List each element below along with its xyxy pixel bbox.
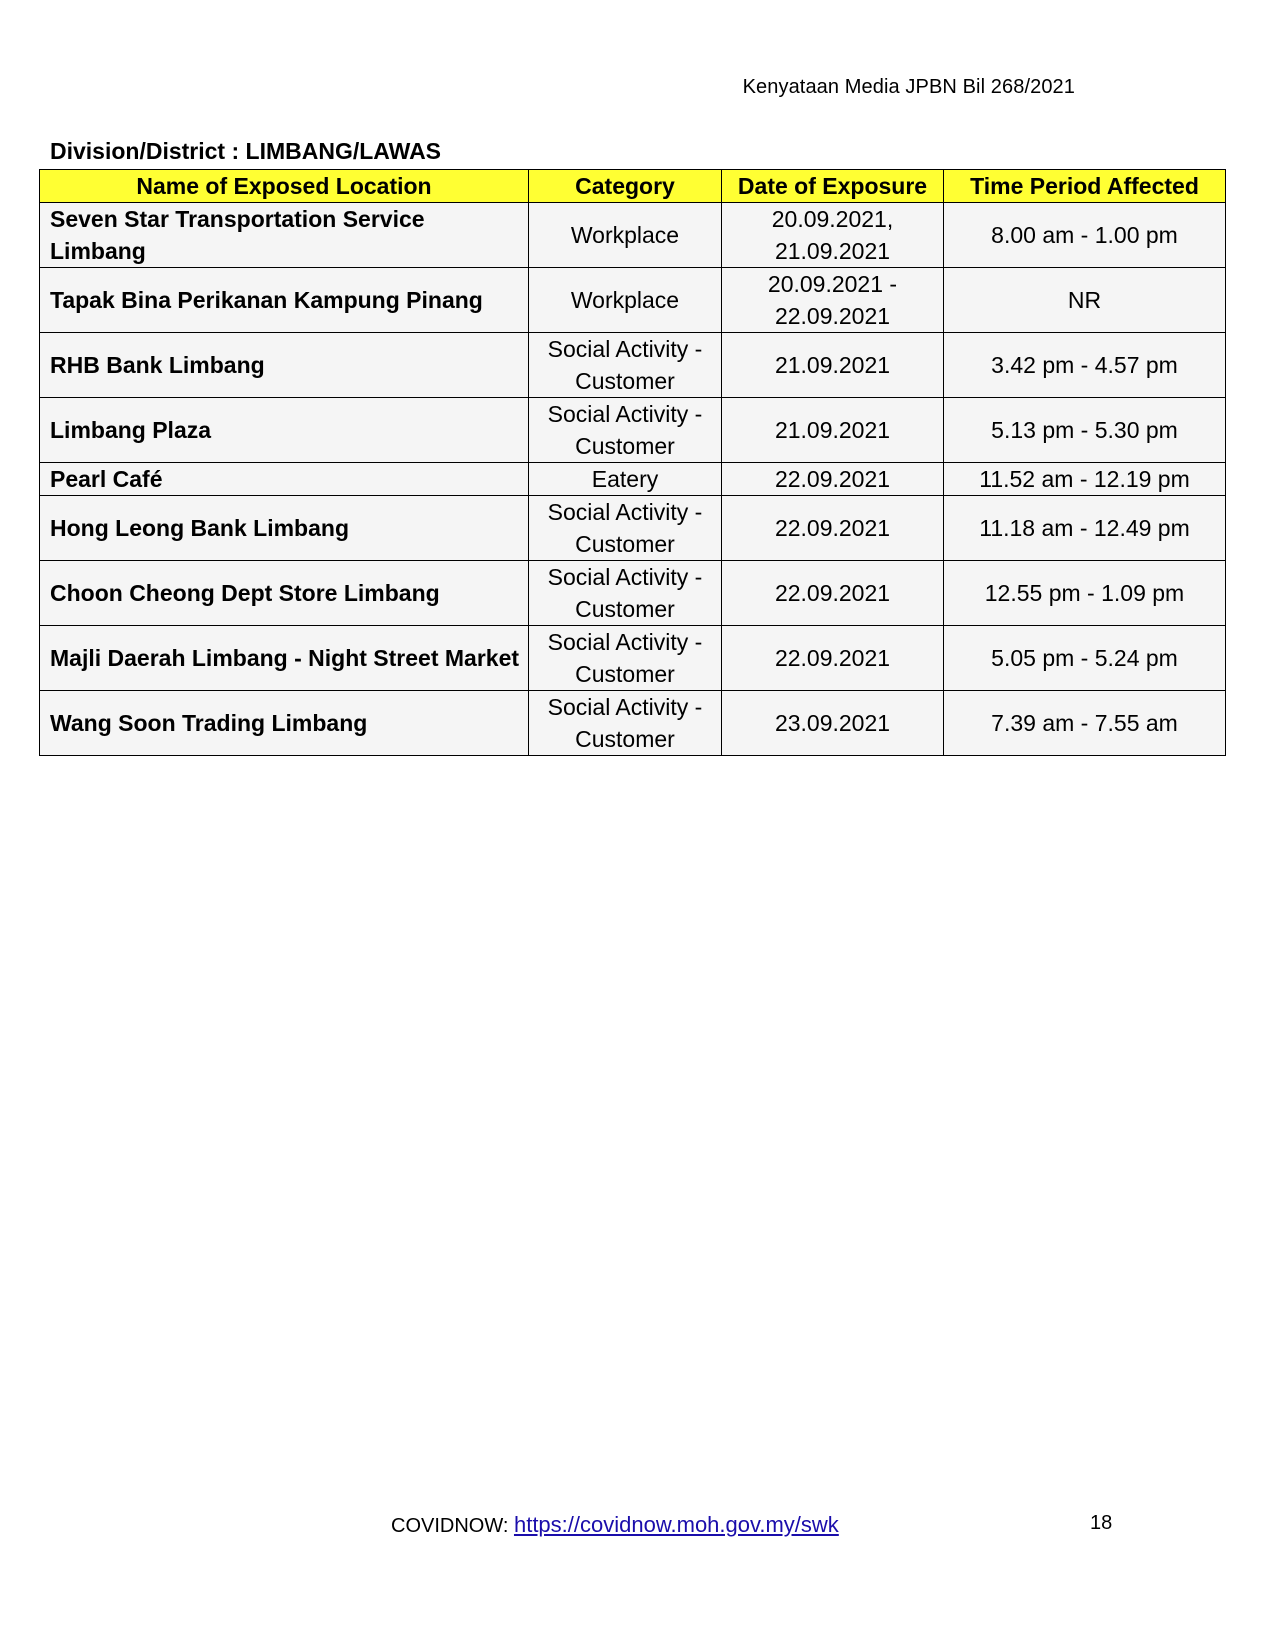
table-row [40, 268, 1226, 333]
time-cell: 7.39 am - 7.55 am [944, 691, 1226, 756]
table-row [40, 398, 1226, 463]
location-cell: Tapak Bina Perikanan Kampung Pinang [40, 268, 529, 333]
category-cell: Workplace [529, 203, 722, 268]
date-cell: 22.09.2021 [722, 496, 944, 561]
category-cell: Social Activity - Customer [529, 496, 722, 561]
location-cell: Choon Cheong Dept Store Limbang [40, 561, 529, 626]
category-cell: Social Activity - Customer [529, 626, 722, 691]
table-row [40, 561, 1226, 626]
time-cell: 11.18 am - 12.49 pm [944, 496, 1226, 561]
time-cell: 8.00 am - 1.00 pm [944, 203, 1226, 268]
table-row [40, 463, 1226, 496]
location-cell: Majli Daerah Limbang - Night Street Market [40, 626, 529, 691]
header-time: Time Period Affected [944, 170, 1226, 203]
table-row [40, 496, 1226, 561]
date-cell: 22.09.2021 [722, 626, 944, 691]
category-cell: Eatery [529, 463, 722, 496]
table-row [40, 333, 1226, 398]
header-date: Date of Exposure [722, 170, 944, 203]
footer-label: COVIDNOW: [391, 1515, 514, 1537]
location-cell: Wang Soon Trading Limbang [40, 691, 529, 756]
page-number: 18 [1090, 1512, 1113, 1534]
date-cell: 21.09.2021 [722, 398, 944, 463]
media-statement-reference: Kenyataan Media JPBN Bil 268/2021 [742, 76, 1075, 98]
date-cell: 20.09.2021, 21.09.2021 [722, 203, 944, 268]
category-cell: Social Activity - Customer [529, 561, 722, 626]
time-cell: 12.55 pm - 1.09 pm [944, 561, 1226, 626]
location-cell: Hong Leong Bank Limbang [40, 496, 529, 561]
table-header-row [40, 170, 1226, 203]
date-cell: 21.09.2021 [722, 333, 944, 398]
footer-covidnow [391, 1512, 839, 1538]
time-cell: 11.52 am - 12.19 pm [944, 463, 1226, 496]
date-cell: 22.09.2021 [722, 561, 944, 626]
category-cell: Workplace [529, 268, 722, 333]
covidnow-link[interactable]: https://covidnow.moh.gov.my/swk [513, 1512, 839, 1537]
date-cell: 23.09.2021 [722, 691, 944, 756]
time-cell: 5.05 pm - 5.24 pm [944, 626, 1226, 691]
exposure-locations-table [39, 169, 1226, 756]
time-cell: NR [944, 268, 1226, 333]
time-cell: 5.13 pm - 5.30 pm [944, 398, 1226, 463]
division-district-label: Division/District : LIMBANG/LAWAS [50, 138, 442, 164]
time-cell: 3.42 pm - 4.57 pm [944, 333, 1226, 398]
table-row [40, 691, 1226, 756]
category-cell: Social Activity - Customer [529, 333, 722, 398]
category-cell: Social Activity - Customer [529, 398, 722, 463]
table-row [40, 626, 1226, 691]
location-cell: Limbang Plaza [40, 398, 529, 463]
category-cell: Social Activity - Customer [529, 691, 722, 756]
location-cell: RHB Bank Limbang [40, 333, 529, 398]
date-cell: 22.09.2021 [722, 463, 944, 496]
table-row [40, 203, 1226, 268]
header-category: Category [529, 170, 722, 203]
header-location: Name of Exposed Location [40, 170, 529, 203]
location-cell: Seven Star Transportation Service Limbang [40, 203, 529, 268]
date-cell: 20.09.2021 - 22.09.2021 [722, 268, 944, 333]
location-cell: Pearl Café [40, 463, 529, 496]
